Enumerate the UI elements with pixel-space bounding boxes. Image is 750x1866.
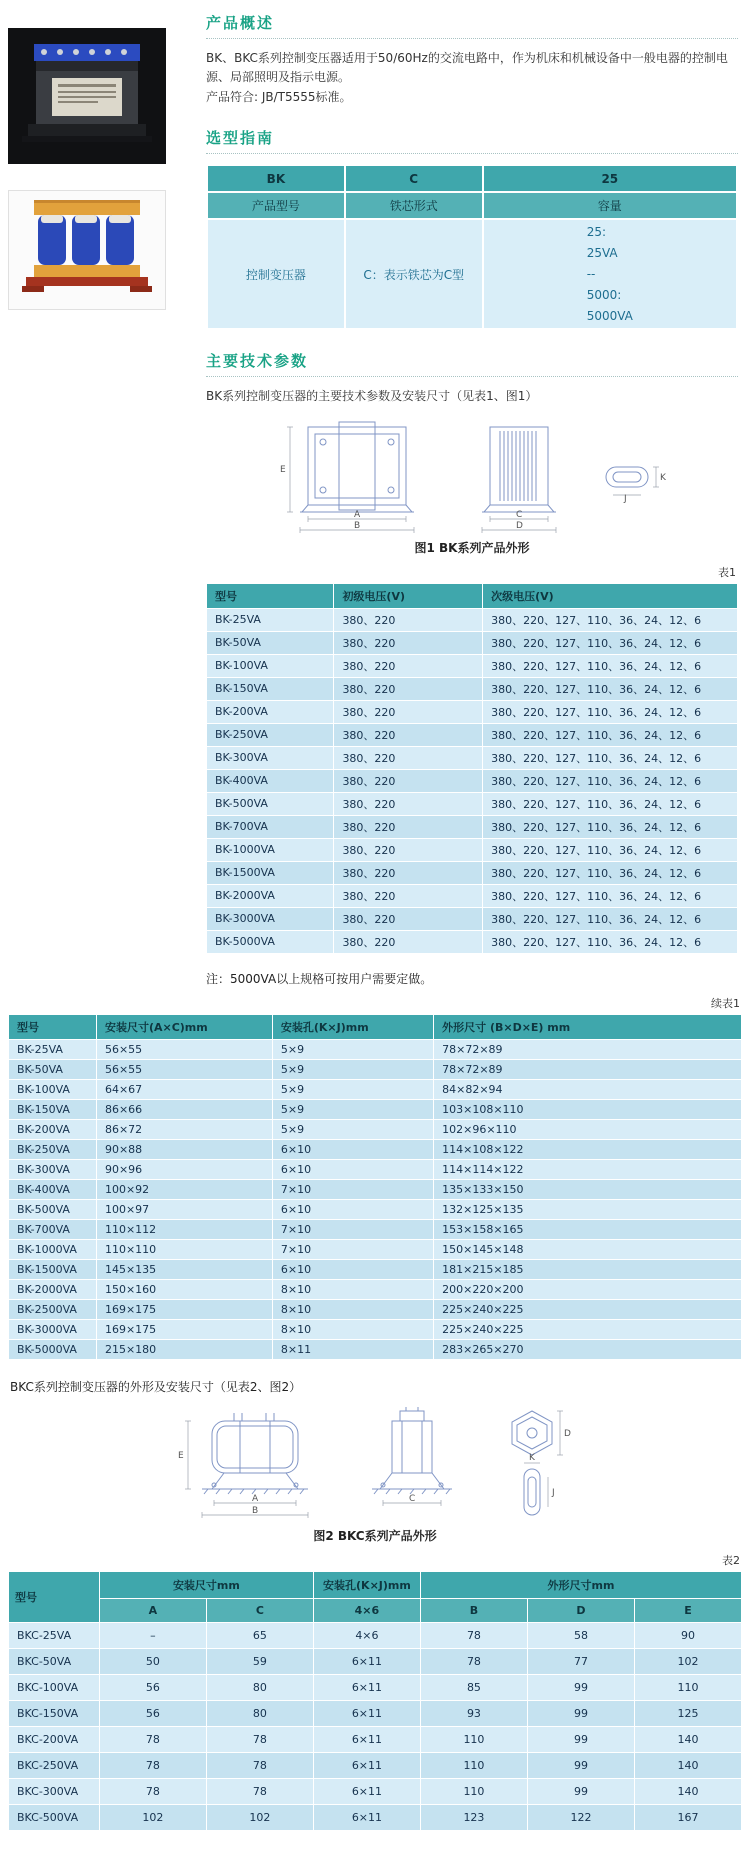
secondary-voltage-cell: 380、220、127、110、36、24、12、6 [483, 861, 738, 884]
secondary-voltage-cell: 380、220、127、110、36、24、12、6 [483, 884, 738, 907]
subheader-e: E [634, 1598, 741, 1622]
dim-d-cell: 99 [527, 1674, 634, 1700]
subheader-c: C [206, 1598, 313, 1622]
dim-c-cell: 59 [206, 1648, 313, 1674]
outline-size-cell: 103×108×110 [434, 1099, 742, 1119]
outline-size-cell: 283×265×270 [434, 1339, 742, 1359]
figure1-caption: 图1 BK系列产品外形 [414, 540, 530, 555]
selection-header-row [207, 165, 737, 192]
secondary-voltage-cell: 380、220、127、110、36、24、12、6 [483, 930, 738, 953]
dim-c-cell: 80 [206, 1674, 313, 1700]
model-cell: BK-700VA [207, 815, 334, 838]
sel-sub-core: 铁芯形式 [345, 192, 483, 219]
model-cell: BK-2000VA [9, 1279, 97, 1299]
capacity-line: 5000VA [586, 308, 633, 323]
table-row [207, 677, 738, 700]
primary-voltage-cell: 380、220 [334, 907, 483, 930]
content-column [206, 12, 738, 987]
hole-cell: 6×11 [313, 1700, 420, 1726]
selection-data-row [207, 219, 737, 329]
model-cell: BKC-100VA [9, 1674, 100, 1700]
mount-size-cell: 64×67 [96, 1079, 272, 1099]
model-cell: BK-5000VA [207, 930, 334, 953]
model-cell: BK-5000VA [9, 1339, 97, 1359]
model-cell: BK-3000VA [9, 1319, 97, 1339]
column-header-secondary-voltage: 次级电压(V) [483, 583, 738, 608]
model-cell: BK-25VA [207, 608, 334, 631]
mount-hole-cell: 7×10 [272, 1179, 433, 1199]
table1-note: 注：5000VA以上规格可按用户需要定做。 [206, 971, 433, 986]
model-cell: BK-1500VA [207, 861, 334, 884]
mount-hole-cell: 8×10 [272, 1319, 433, 1339]
dim-e-cell: 102 [634, 1648, 741, 1674]
capacity-line: -- [586, 266, 596, 281]
dim-e-cell: 110 [634, 1674, 741, 1700]
secondary-voltage-cell: 380、220、127、110、36、24、12、6 [483, 769, 738, 792]
outline-size-cell: 200×220×200 [434, 1279, 742, 1299]
dim-c-cell: 78 [206, 1726, 313, 1752]
sel-sub-model: 产品型号 [207, 192, 345, 219]
mount-size-cell: 169×175 [96, 1319, 272, 1339]
dim-a-cell: 56 [99, 1700, 206, 1726]
model-cell: BK-2500VA [9, 1299, 97, 1319]
table-row [9, 1648, 742, 1674]
dim-label-d: D [564, 1428, 571, 1439]
table-row [9, 1099, 742, 1119]
mount-hole-cell: 7×10 [272, 1219, 433, 1239]
dim-label-c: C [409, 1493, 416, 1504]
model-cell: BKC-250VA [9, 1752, 100, 1778]
mount-size-cell: 215×180 [96, 1339, 272, 1359]
subheader-d: D [527, 1598, 634, 1622]
subheader-a: A [99, 1598, 206, 1622]
column-header-outline-size: 外形尺寸 (B×D×E) mm [434, 1014, 742, 1039]
primary-voltage-cell: 380、220 [334, 654, 483, 677]
model-cell: BK-1000VA [207, 838, 334, 861]
model-cell: BKC-50VA [9, 1648, 100, 1674]
model-cell: BKC-150VA [9, 1700, 100, 1726]
dim-e-cell: 140 [634, 1778, 741, 1804]
mount-hole-cell: 5×9 [272, 1059, 433, 1079]
secondary-voltage-cell: 380、220、127、110、36、24、12、6 [483, 654, 738, 677]
primary-voltage-cell: 380、220 [334, 861, 483, 884]
mount-hole-cell: 6×10 [272, 1139, 433, 1159]
table-row [9, 1119, 742, 1139]
bkc-intro: BKC系列控制变压器的外形及安装尺寸（见表2、图2） [10, 1379, 302, 1394]
dim-c-cell: 65 [206, 1622, 313, 1648]
mount-size-cell: 100×92 [96, 1179, 272, 1199]
hole-cell: 6×11 [313, 1804, 420, 1830]
dim-b-cell: 110 [420, 1752, 527, 1778]
bkc-photo-art [8, 190, 166, 310]
mount-hole-cell: 6×10 [272, 1259, 433, 1279]
model-cell: BK-250VA [9, 1139, 97, 1159]
table-row [207, 723, 738, 746]
table2-header-row [9, 1571, 742, 1598]
column-header-mount-size: 安装尺寸(A×C)mm [96, 1014, 272, 1039]
outline-size-cell: 78×72×89 [434, 1059, 742, 1079]
table-row [207, 815, 738, 838]
primary-voltage-cell: 380、220 [334, 792, 483, 815]
secondary-voltage-cell: 380、220、127、110、36、24、12、6 [483, 792, 738, 815]
secondary-voltage-cell: 380、220、127、110、36、24、12、6 [483, 631, 738, 654]
outline-size-cell: 84×82×94 [434, 1079, 742, 1099]
table-row [9, 1199, 742, 1219]
mount-hole-cell: 8×10 [272, 1299, 433, 1319]
dim-d-cell: 122 [527, 1804, 634, 1830]
sel-sub-capacity: 容量 [483, 192, 737, 219]
primary-voltage-cell: 380、220 [334, 930, 483, 953]
section-title-tech: 主要技术参数 [206, 350, 738, 377]
table-row [207, 700, 738, 723]
table-row [207, 838, 738, 861]
dim-d-cell: 58 [527, 1622, 634, 1648]
table2-bkc-dimensions [8, 1571, 742, 1831]
table1-electrical-specs [206, 583, 738, 954]
dim-label-j: J [552, 1487, 555, 1498]
secondary-voltage-cell: 380、220、127、110、36、24、12、6 [483, 700, 738, 723]
dim-d-cell: 99 [527, 1778, 634, 1804]
mount-size-cell: 110×112 [96, 1219, 272, 1239]
model-cell: BK-100VA [207, 654, 334, 677]
table-row [207, 907, 738, 930]
subheader-hole: 4×6 [313, 1598, 420, 1622]
dim-d-cell: 77 [527, 1648, 634, 1674]
model-cell: BK-500VA [9, 1199, 97, 1219]
model-cell: BK-100VA [9, 1079, 97, 1099]
table2-label: 表2 [722, 1553, 740, 1567]
dim-label-e: E [178, 1450, 184, 1461]
table-row [9, 1700, 742, 1726]
hole-cell: 6×11 [313, 1752, 420, 1778]
dim-c-cell: 80 [206, 1700, 313, 1726]
model-cell: BK-2000VA [207, 884, 334, 907]
column-header-model: 型号 [9, 1014, 97, 1039]
selection-table [206, 164, 738, 330]
table-row [207, 792, 738, 815]
dim-label-c: C [516, 509, 523, 520]
dim-b-cell: 78 [420, 1648, 527, 1674]
table-row [9, 1219, 742, 1239]
outline-size-cell: 114×108×122 [434, 1139, 742, 1159]
dim-b-cell: 123 [420, 1804, 527, 1830]
section-title-selection: 选型指南 [206, 127, 738, 154]
table-row [9, 1674, 742, 1700]
section-title-overview: 产品概述 [206, 12, 738, 39]
table-row [9, 1179, 742, 1199]
table-row [207, 608, 738, 631]
model-cell: BK-700VA [9, 1219, 97, 1239]
hole-cell: 6×11 [313, 1778, 420, 1804]
dim-b-cell: 78 [420, 1622, 527, 1648]
dim-a-cell: 102 [99, 1804, 206, 1830]
dim-e-cell: 125 [634, 1700, 741, 1726]
dim-a-cell: 50 [99, 1648, 206, 1674]
secondary-voltage-cell: 380、220、127、110、36、24、12、6 [483, 746, 738, 769]
dim-d-cell: 99 [527, 1726, 634, 1752]
table-row [9, 1726, 742, 1752]
dim-label-a: A [354, 509, 361, 520]
column-header-primary-voltage: 初级电压(V) [334, 583, 483, 608]
dim-label-k: K [660, 472, 666, 483]
mount-hole-cell: 8×10 [272, 1279, 433, 1299]
selection-subheader-row [207, 192, 737, 219]
fig2-side-view [364, 1407, 460, 1523]
model-cell: BK-50VA [207, 631, 334, 654]
mount-size-cell: 169×175 [96, 1299, 272, 1319]
table-row [207, 746, 738, 769]
sel-header-core-code: C [345, 165, 483, 192]
mount-size-cell: 56×55 [96, 1039, 272, 1059]
bk-product-photo [8, 28, 166, 164]
dim-d-cell: 99 [527, 1752, 634, 1778]
dim-label-k: K [529, 1452, 535, 1463]
primary-voltage-cell: 380、220 [334, 884, 483, 907]
primary-voltage-cell: 380、220 [334, 723, 483, 746]
table1-cont-header-row [9, 1014, 742, 1039]
full-width-section [0, 995, 750, 1831]
primary-voltage-cell: 380、220 [334, 631, 483, 654]
mount-size-cell: 145×135 [96, 1259, 272, 1279]
secondary-voltage-cell: 380、220、127、110、36、24、12、6 [483, 815, 738, 838]
model-cell: BK-3000VA [207, 907, 334, 930]
sel-header-model-prefix: BK [207, 165, 345, 192]
table1-dimensions [8, 1014, 742, 1360]
mount-size-cell: 90×96 [96, 1159, 272, 1179]
column-header-mount-hole: 安装孔(K×J)mm [313, 1571, 420, 1598]
model-cell: BK-500VA [207, 792, 334, 815]
table-row [207, 631, 738, 654]
table-row [207, 769, 738, 792]
dim-c-cell: 78 [206, 1752, 313, 1778]
hole-cell: 6×11 [313, 1648, 420, 1674]
model-cell: BK-250VA [207, 723, 334, 746]
dim-e-cell: 140 [634, 1752, 741, 1778]
column-header-model: 型号 [9, 1571, 100, 1622]
outline-size-cell: 225×240×225 [434, 1319, 742, 1339]
model-cell: BK-300VA [9, 1159, 97, 1179]
dim-e-cell: 90 [634, 1622, 741, 1648]
table-row [9, 1239, 742, 1259]
dim-e-cell: 140 [634, 1726, 741, 1752]
mount-hole-cell: 5×9 [272, 1039, 433, 1059]
fig2-front-view [176, 1407, 334, 1523]
bk-photo-art [8, 28, 166, 164]
dim-label-a: A [252, 1493, 259, 1504]
figure1 [206, 419, 738, 535]
sel-capacity-range [483, 219, 737, 329]
hole-cell: 6×11 [313, 1726, 420, 1752]
dim-label-j: J [624, 493, 627, 503]
primary-voltage-cell: 380、220 [334, 769, 483, 792]
subheader-b: B [420, 1598, 527, 1622]
table-row [207, 884, 738, 907]
mount-hole-cell: 6×10 [272, 1159, 433, 1179]
dim-d-cell: 99 [527, 1700, 634, 1726]
table-row [9, 1059, 742, 1079]
table-row [9, 1622, 742, 1648]
model-cell: BKC-500VA [9, 1804, 100, 1830]
mount-hole-cell: 5×9 [272, 1119, 433, 1139]
dim-a-cell: 78 [99, 1726, 206, 1752]
primary-voltage-cell: 380、220 [334, 746, 483, 769]
capacity-line: 5000: [586, 287, 622, 302]
table-row [9, 1339, 742, 1359]
capacity-line: 25VA [586, 245, 618, 260]
hole-cell: 4×6 [313, 1622, 420, 1648]
mount-hole-cell: 8×11 [272, 1339, 433, 1359]
table-row [9, 1804, 742, 1830]
fig1-side-view [466, 419, 570, 535]
table-row [9, 1299, 742, 1319]
sel-model-name: 控制变压器 [207, 219, 345, 329]
dim-a-cell: 56 [99, 1674, 206, 1700]
outline-size-cell: 102×96×110 [434, 1119, 742, 1139]
model-cell: BK-200VA [207, 700, 334, 723]
table1-label: 表1 [718, 565, 736, 579]
table-row [9, 1159, 742, 1179]
dim-b-cell: 85 [420, 1674, 527, 1700]
table-row [9, 1139, 742, 1159]
secondary-voltage-cell: 380、220、127、110、36、24、12、6 [483, 838, 738, 861]
mount-hole-cell: 6×10 [272, 1199, 433, 1219]
table-row [9, 1079, 742, 1099]
model-cell: BKC-200VA [9, 1726, 100, 1752]
model-cell: BK-150VA [9, 1099, 97, 1119]
capacity-line: 25: [586, 224, 606, 239]
tech-intro: BK系列控制变压器的主要技术参数及安装尺寸（见表1、图1） [206, 389, 538, 404]
hole-cell: 6×11 [313, 1674, 420, 1700]
table-row [207, 654, 738, 677]
table1-cont-label: 续表1 [711, 996, 740, 1010]
model-cell: BK-300VA [207, 746, 334, 769]
table1-header-row [207, 583, 738, 608]
table-row [207, 861, 738, 884]
column-header-mount-hole: 安装孔(K×J)mm [272, 1014, 433, 1039]
dim-label-b: B [354, 520, 361, 531]
model-cell: BK-400VA [207, 769, 334, 792]
secondary-voltage-cell: 380、220、127、110、36、24、12、6 [483, 608, 738, 631]
overview-paragraph: BK、BKC系列控制变压器适用于50/60Hz的交流电路中，作为机床和机械设备中一般电器的控制电源、局部照明及指示电源。 [206, 51, 728, 85]
mount-size-cell: 110×110 [96, 1239, 272, 1259]
dim-a-cell: 78 [99, 1752, 206, 1778]
sel-header-capacity-code: 25 [483, 165, 737, 192]
secondary-voltage-cell: 380、220、127、110、36、24、12、6 [483, 677, 738, 700]
secondary-voltage-cell: 380、220、127、110、36、24、12、6 [483, 723, 738, 746]
dim-label-b: B [252, 1505, 259, 1516]
table-row [9, 1279, 742, 1299]
fig2-hex-detail [490, 1407, 574, 1523]
table-row [9, 1259, 742, 1279]
model-cell: BKC-300VA [9, 1778, 100, 1804]
mount-hole-cell: 5×9 [272, 1079, 433, 1099]
mount-size-cell: 150×160 [96, 1279, 272, 1299]
bkc-product-photo [8, 190, 166, 310]
model-cell: BK-200VA [9, 1119, 97, 1139]
outline-size-cell: 150×145×148 [434, 1239, 742, 1259]
mount-hole-cell: 5×9 [272, 1099, 433, 1119]
mount-size-cell: 86×66 [96, 1099, 272, 1119]
outline-size-cell: 114×114×122 [434, 1159, 742, 1179]
outline-size-cell: 153×158×165 [434, 1219, 742, 1239]
table-row [9, 1778, 742, 1804]
dim-b-cell: 110 [420, 1726, 527, 1752]
mount-size-cell: 100×97 [96, 1199, 272, 1219]
model-cell: BK-1500VA [9, 1259, 97, 1279]
sel-core-desc: C：表示铁芯为C型 [345, 219, 483, 329]
table-row [9, 1319, 742, 1339]
primary-voltage-cell: 380、220 [334, 677, 483, 700]
fig1-slot-detail [600, 451, 666, 503]
outline-size-cell: 135×133×150 [434, 1179, 742, 1199]
primary-voltage-cell: 380、220 [334, 700, 483, 723]
dim-e-cell: 167 [634, 1804, 741, 1830]
product-photos [8, 12, 168, 987]
figure2 [8, 1407, 742, 1523]
fig1-front-view [278, 419, 436, 535]
model-cell: BK-25VA [9, 1039, 97, 1059]
dim-b-cell: 110 [420, 1778, 527, 1804]
capacity-lines [587, 222, 633, 327]
column-header-outline-size: 外形尺寸mm [420, 1571, 741, 1598]
column-header-model: 型号 [207, 583, 334, 608]
secondary-voltage-cell: 380、220、127、110、36、24、12、6 [483, 907, 738, 930]
model-cell: BK-400VA [9, 1179, 97, 1199]
model-cell: BKC-25VA [9, 1622, 100, 1648]
model-cell: BK-1000VA [9, 1239, 97, 1259]
overview-standard: 产品符合: JB/T5555标准。 [206, 89, 352, 104]
dim-c-cell: 78 [206, 1778, 313, 1804]
primary-voltage-cell: 380、220 [334, 608, 483, 631]
model-cell: BK-50VA [9, 1059, 97, 1079]
table-row [207, 930, 738, 953]
model-cell: BK-150VA [207, 677, 334, 700]
dim-label-d: D [516, 520, 523, 531]
figure2-caption: 图2 BKC系列产品外形 [313, 1528, 437, 1543]
dim-b-cell: 93 [420, 1700, 527, 1726]
mount-size-cell: 86×72 [96, 1119, 272, 1139]
mount-size-cell: 56×55 [96, 1059, 272, 1079]
table2-subheader-row [9, 1598, 742, 1622]
outline-size-cell: 225×240×225 [434, 1299, 742, 1319]
column-header-mount-size: 安装尺寸mm [99, 1571, 313, 1598]
mount-size-cell: 90×88 [96, 1139, 272, 1159]
table-row [9, 1752, 742, 1778]
table-row [9, 1039, 742, 1059]
dim-label-e: E [280, 464, 286, 475]
outline-size-cell: 78×72×89 [434, 1039, 742, 1059]
dim-a-cell: 78 [99, 1778, 206, 1804]
primary-voltage-cell: 380、220 [334, 815, 483, 838]
outline-size-cell: 132×125×135 [434, 1199, 742, 1219]
mount-hole-cell: 7×10 [272, 1239, 433, 1259]
dim-a-cell: – [99, 1622, 206, 1648]
outline-size-cell: 181×215×185 [434, 1259, 742, 1279]
primary-voltage-cell: 380、220 [334, 838, 483, 861]
dim-c-cell: 102 [206, 1804, 313, 1830]
